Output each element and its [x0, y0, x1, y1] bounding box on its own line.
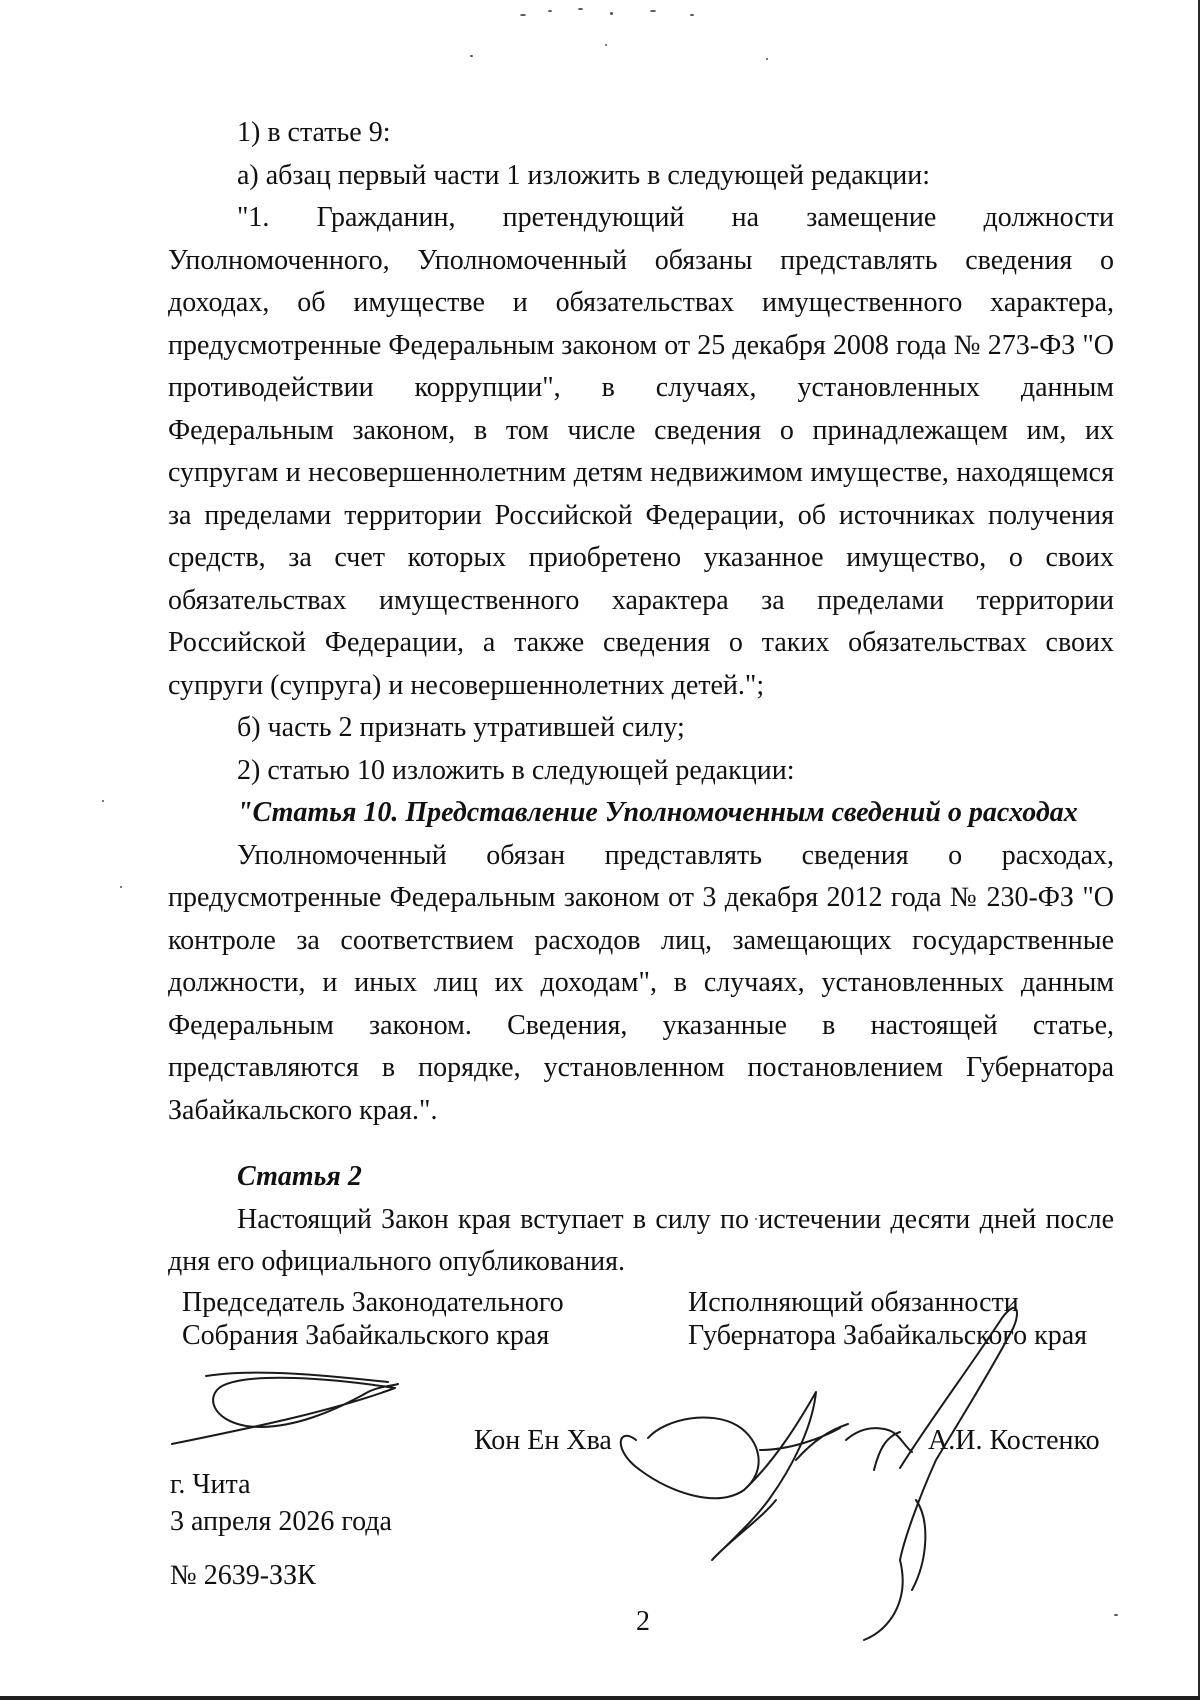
law-body — [168, 112, 1114, 1284]
article-2-text: Настоящий Закон края вступает в силу по истечении десяти дней после дня его официального опубликования. — [168, 1203, 1114, 1277]
scan-speck — [470, 55, 473, 57]
chairman-title — [182, 1286, 564, 1352]
scan-speck — [1114, 1614, 1118, 1616]
governor-title-line-1: Исполняющий обязанности — [688, 1287, 1019, 1318]
date: 3 апреля 2026 года — [170, 1506, 392, 1537]
article-2-heading: Статья 2 — [237, 1161, 362, 1192]
governor-name: А.И. Костенко — [928, 1425, 1100, 1456]
place: г. Чита — [170, 1469, 251, 1500]
scan-speck — [650, 10, 656, 12]
chairman-title-line-1: Председатель Законодательного — [182, 1287, 564, 1318]
scan-edge-bottom — [0, 1696, 1200, 1700]
scan-speck — [578, 8, 583, 10]
item-1: 1) в статье 9: — [237, 117, 391, 148]
governor-title — [688, 1286, 1087, 1352]
law-number: № 2639-ЗЗК — [170, 1560, 316, 1591]
scan-speck — [766, 58, 768, 60]
scan-speck — [610, 12, 613, 15]
governor-title-line-2: Губернатора Забайкальского края — [688, 1320, 1088, 1351]
scan-speck — [548, 10, 552, 12]
scan-speck — [102, 800, 104, 802]
subitem-a: а) абзац первый части 1 изложить в следующей редакции: — [237, 159, 931, 191]
governor-signature — [621, 1308, 1017, 1640]
item-2: 2) статью 10 изложить в следующей редакции: — [237, 754, 795, 786]
scan-speck — [120, 886, 122, 888]
place-and-date — [170, 1466, 392, 1540]
chairman-signature — [172, 1373, 398, 1444]
subitem-b: б) часть 2 признать утратившей силу; — [237, 712, 685, 743]
chairman-name: Кон Ен Хва — [474, 1425, 612, 1456]
chairman-title-line-2: Собрания Забайкальского края — [182, 1320, 550, 1351]
quoted-paragraph-1: "1. Гражданин, претендующий на замещение должности Уполномоченного, Уполномоченный обязаны представлять сведения о доходах, об имуществе и обязательствах имущественного характера, предусмотренные Федеральным законом от 25 декабря 2008 года № 273-ФЗ "О противодействии коррупции", в случаях, установленных данным Федеральным законом, в том числе сведения о принадлежащем им, их супругам и несовершеннолетним детям недвижимом имуществе, находящемся за пределами территории Российской Федерации, об источниках получения средств, за счет которых приобретено указанное имущество, о своих обязательствах имущественного характера за пределами территории Российской Федерации, а также сведения о таких обязательствах своих супруги (супруга) и несовершеннолетних детей."; — [168, 202, 1114, 701]
page-number: 2 — [636, 1606, 650, 1637]
scan-speck — [520, 14, 526, 16]
scan-speck — [605, 44, 607, 46]
scan-speck — [690, 14, 694, 16]
article-10-heading: "Статья 10. Представление Уполномоченным сведений о расходах — [237, 797, 1078, 828]
article-10-text: Уполномоченный обязан представлять сведения о расходах, предусмотренные Федеральным законом от 3 декабря 2012 года № 230-ФЗ "О контроле за соответствием расходов лиц, замещающих государственные должности, и иных лиц их доходам", в случаях, установленных данным Федеральным законом. Сведения, указанные в настоящей статье, представляются в порядке, установленном постановлением Губернатора Забайкальского края.". — [168, 839, 1114, 1126]
